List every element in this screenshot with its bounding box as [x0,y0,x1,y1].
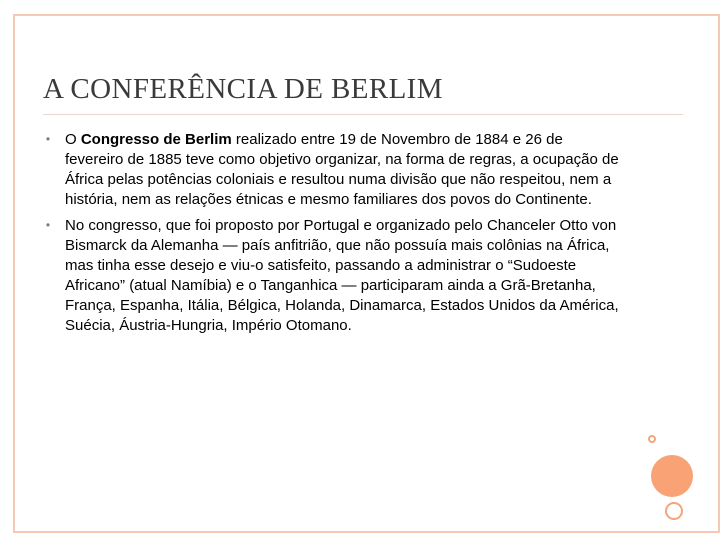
decorative-medium-circle-icon [665,502,683,520]
bullet-prefix: O [65,131,81,148]
bullet-body: realizado entre 19 de Novembro de 1884 e 26 de fevereiro de 1885 teve como objetivo organizar, na forma de regras, a ocupação de África pelas potências coloniais e resultou numa divisão que não respeitou, nem a história, nem as relações étnicas e mesmo familiares dos povos do Continente. [65,131,619,208]
frame-bottom-border [13,531,720,533]
frame-top-border [13,14,720,16]
decorative-small-circle-icon [648,435,656,443]
frame-left-border [13,14,15,533]
bullet-bold-term: Congresso de Berlim [80,131,232,148]
slide-content [44,130,624,342]
bullet-item [44,216,624,336]
bullet-dot-icon: • [45,218,51,232]
bullet-item [44,130,624,210]
title-divider [43,114,683,115]
decorative-large-circle-icon [651,455,693,497]
bullet-dot-icon: • [45,132,51,146]
bullet-text [65,131,619,208]
bullet-body: No congresso, que foi proposto por Portugal e organizado pelo Chanceler Otto von Bismarck da Alemanha — país anfitrião, que não possuía mais colônias na África, mas tinha esse desejo e viu-o satisfeito, passando a administrar o “Sudoeste Africano” (atual Namíbia) e o Tanganhica — participaram ainda a Grã-Bretanha, França, Espanha, Itália, Bélgica, Holanda, Dinamarca, Estados Unidos da América, Suécia, Áustria-Hungria, Império Otomano. [65,217,619,334]
slide-title: A CONFERÊNCIA DE BERLIM [43,73,443,105]
frame-right-border [718,14,720,533]
bullet-text [65,217,619,334]
